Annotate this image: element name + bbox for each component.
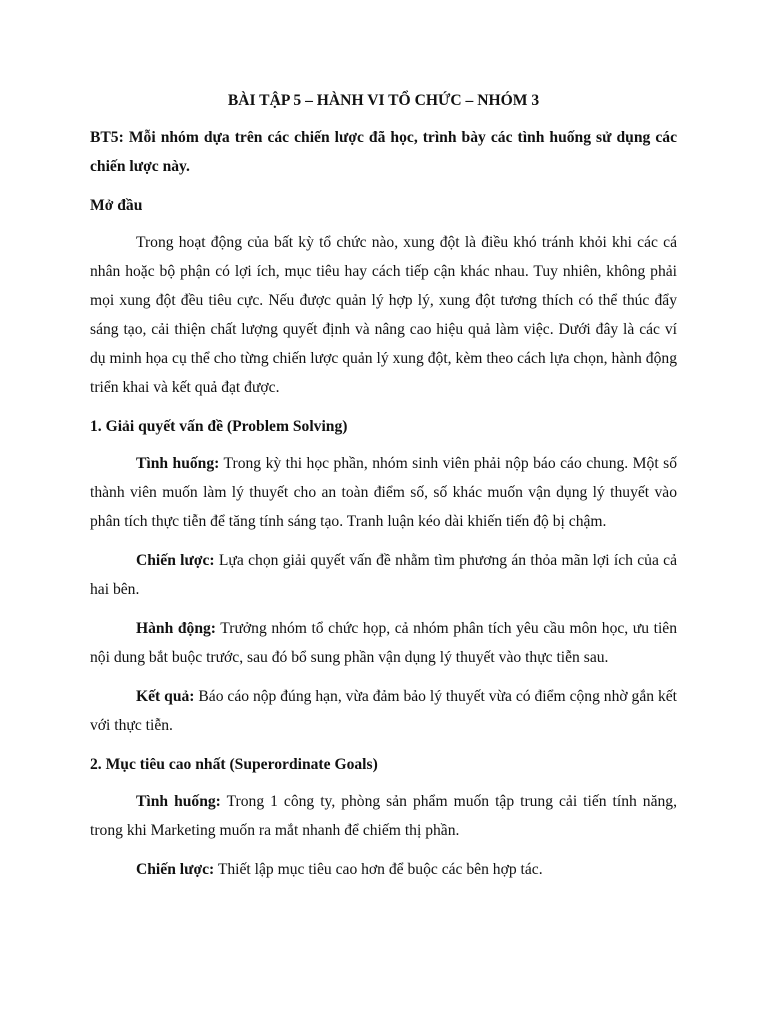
intro-paragraph: Trong hoạt động của bất kỳ tổ chức nào, xung đột là điều khó tránh khỏi khi các cá nhân hoặc bộ phận có lợi ích, mục tiêu hay cách tiếp cận khác nhau. Tuy nhiên, không phải mọi xung đột đều tiêu cực. Nếu được quản lý hợp lý, xung đột tương thích có thể thúc đẩy sáng tạo, cải thiện chất lượng quyết định và nâng cao hiệu quả làm việc. Dưới đây là các ví dụ minh họa cụ thể cho từng chiến lược quản lý xung đột, kèm theo cách lựa chọn, hành động triển khai và kết quả đạt được. [90,234,677,396]
assignment-prompt: BT5: Mỗi nhóm dựa trên các chiến lược đã học, trình bày các tình huống sử dụng các chiến lược này. [90,129,677,175]
action-text: Trưởng nhóm tổ chức họp, cả nhóm phân tích yêu cầu môn học, ưu tiên nội dung bắt buộc trước, sau đó bổ sung phần vận dụng lý thuyết vào thực tiễn sau. [90,620,677,666]
situation-text: Trong kỳ thi học phần, nhóm sinh viên phải nộp báo cáo chung. Một số thành viên muốn làm lý thuyết cho an toàn điểm số, số khác muốn vận dụng lý thuyết vào phân tích thực tiễn để tăng tính sáng tạo. Tranh luận kéo dài khiến tiến độ bị chậm. [90,455,677,530]
section-1-strategy [90,546,677,604]
situation-text: Trong 1 công ty, phòng sản phẩm muốn tập trung cải tiến tính năng, trong khi Marketing muốn ra mắt nhanh để chiếm thị phần. [90,793,677,839]
situation-label: Tình huống: [136,793,221,810]
section-2-strategy [90,855,677,884]
situation-label: Tình huống: [136,455,220,472]
intro-heading: Mở đầu [90,197,143,214]
result-text: Báo cáo nộp đúng hạn, vừa đảm bảo lý thuyết vừa có điểm cộng nhờ gắn kết với thực tiễn. [90,688,677,734]
action-label: Hành động: [136,620,216,637]
section-1-action [90,614,677,672]
section-1-situation [90,449,677,536]
strategy-label: Chiến lược: [136,552,215,569]
section-2-situation [90,787,677,845]
section-2-heading: 2. Mục tiêu cao nhất (Superordinate Goals) [90,756,378,773]
section-1-heading: 1. Giải quyết vấn đề (Problem Solving) [90,418,348,435]
strategy-text: Lựa chọn giải quyết vấn đề nhằm tìm phương án thỏa mãn lợi ích của cả hai bên. [90,552,678,598]
document-title: BÀI TẬP 5 – HÀNH VI TỔ CHỨC – NHÓM 3 [227,92,540,109]
strategy-label: Chiến lược: [136,861,215,878]
section-1-result [90,682,677,740]
document-body [90,86,677,884]
result-label: Kết quả: [136,688,195,705]
strategy-text: Thiết lập mục tiêu cao hơn để buộc các bên hợp tác. [214,861,543,878]
